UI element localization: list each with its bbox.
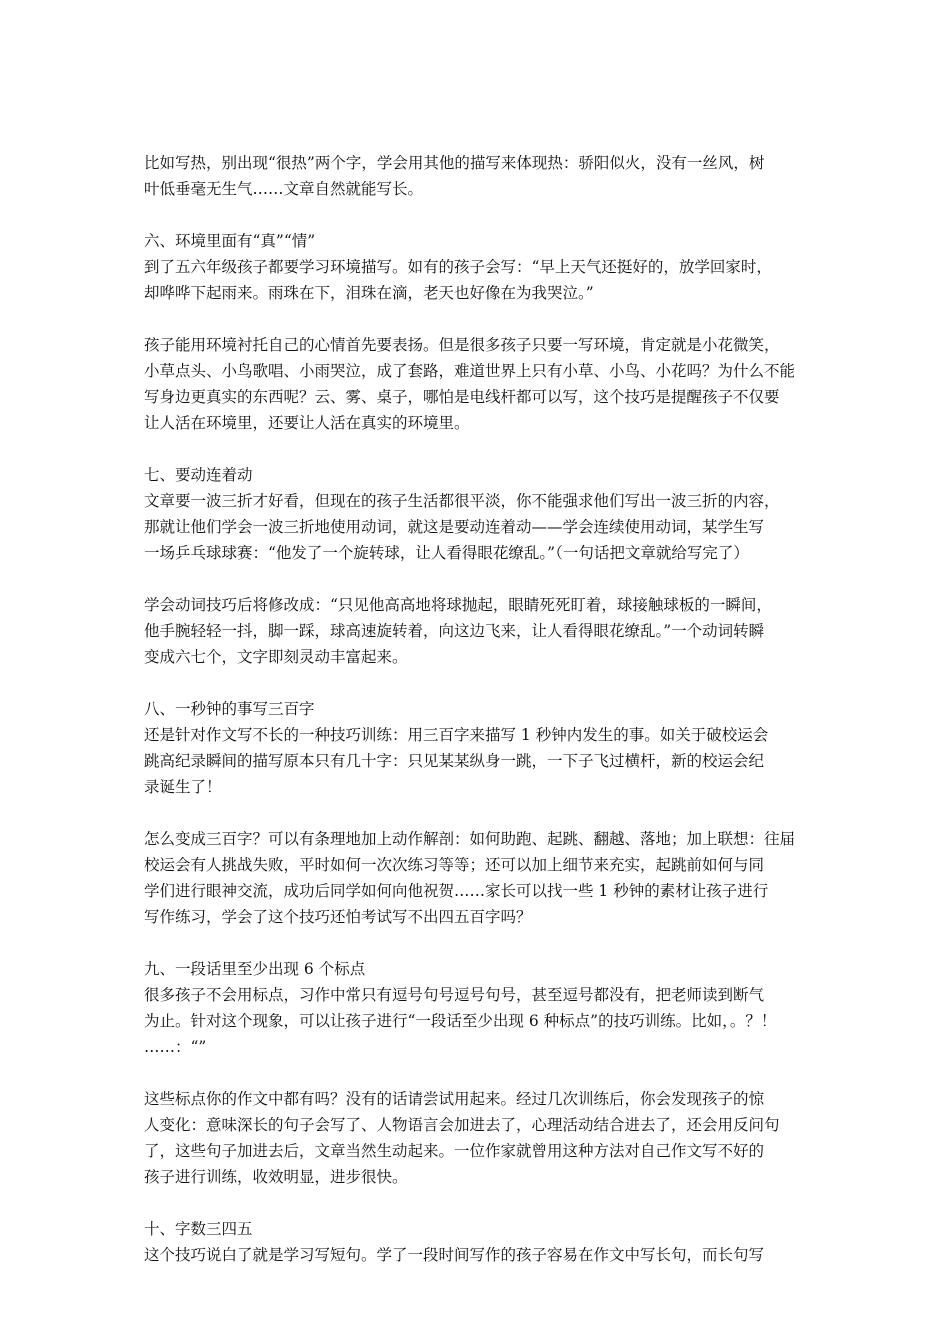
section-heading: 六、环境里面有“真”“情” (144, 232, 316, 250)
paragraph (144, 254, 816, 306)
paragraph-line: 还是针对作文写不长的一种技巧训练：用三百字来描写 1 秒钟内发生的事。如关于破校运会 (144, 726, 769, 744)
section-heading: 八、一秒钟的事写三百字 (144, 700, 315, 718)
paragraph-line: 他手腕轻轻一抖，脚一踩，球高速旋转着，向这边飞来，让人看得眼花缭乱。”一个动词转瞬 (144, 622, 765, 640)
paragraph-line: 这些标点你的作文中都有吗？没有的话请尝试用起来。经过几次训练后，你会发现孩子的惊 (144, 1090, 765, 1108)
paragraph-line: 却哗哗下起雨来。雨珠在下，泪珠在滴，老天也好像在为我哭泣。” (144, 284, 594, 302)
paragraph-line: 跳高纪录瞬间的描写原本只有几十字：只见某某纵身一跳，一下子飞过横杆，新的校运会纪 (144, 752, 765, 770)
paragraph-line: 怎么变成三百字？可以有条理地加上动作解剖：如何助跑、起跳、翻越、落地；加上联想：往届 (144, 830, 796, 848)
paragraph-line: 写作练习，学会了这个技巧还怕考试写不出四五百字吗？ (144, 908, 532, 926)
paragraph-line: 孩子能用环境衬托自己的心情首先要表扬。但是很多孩子只要一写环境，肯定就是小花微笑， (144, 336, 780, 354)
paragraph-line: 那就让他们学会一波三折地使用动词，就这是要动连着动——学会连续使用动词，某学生写 (144, 518, 765, 536)
paragraph-line: 小草点头、小鸟歌唱、小雨哭泣，成了套路，难道世界上只有小草、小鸟、小花吗？为什么不能 (144, 362, 796, 380)
section-heading: 九、一段话里至少出现 6 个标点 (144, 960, 366, 978)
paragraph (144, 332, 816, 436)
paragraph (144, 982, 816, 1060)
paragraph (144, 150, 816, 202)
paragraph-line: 变成六七个，文字即刻灵动丰富起来。 (144, 648, 408, 666)
paragraph-line: 人变化：意味深长的句子会写了、人物语言会加进去了，心理活动结合进去了，还会用反问句 (144, 1116, 780, 1134)
paragraph-line: 孩子进行训练，收效明显，进步很快。 (144, 1168, 408, 1186)
paragraph (144, 722, 816, 800)
paragraph (144, 488, 816, 566)
paragraph (144, 1086, 816, 1190)
paragraph-line: 为止。针对这个现象，可以让孩子进行“一段话至少出现 6 种标点”的技巧训练。比如，。？！ (144, 1012, 777, 1030)
paragraph-line: 学会动词技巧后将修改成：“只见他高高地将球抛起，眼睛死死盯着，球接触球板的一瞬间， (144, 596, 772, 614)
paragraph-line: 校运会有人挑战失败，平时如何一次次练习等等；还可以加上细节来充实，起跳前如何与同 (144, 856, 765, 874)
document-page (144, 150, 816, 1294)
paragraph-line: 很多孩子不会用标点，习作中常只有逗号句号逗号句号，甚至逗号都没有，把老师读到断气 (144, 986, 765, 1004)
paragraph-line: 叶低垂毫无生气……文章自然就能写长。 (144, 180, 424, 198)
paragraph-line: 写身边更真实的东西呢？云、雾、桌子，哪怕是电线杆都可以写，这个技巧是提醒孩子不仅要 (144, 388, 780, 406)
paragraph (144, 826, 816, 930)
section-heading: 七、要动连着动 (144, 466, 253, 484)
paragraph-line: ……：“” (144, 1038, 207, 1056)
paragraph (144, 1242, 816, 1268)
paragraph-line: 了，这些句子加进去后，文章当然生动起来。一位作家就曾用这种方法对自己作文写不好的 (144, 1142, 765, 1160)
paragraph-line: 这个技巧说白了就是学习写短句。学了一段时间写作的孩子容易在作文中写长句，而长句写 (144, 1246, 765, 1264)
paragraph-line: 文章要一波三折才好看，但现在的孩子生活都很平淡，你不能强求他们写出一波三折的内容， (144, 492, 780, 510)
paragraph-line: 比如写热，别出现“很热”两个字，学会用其他的描写来体现热：骄阳似火，没有一丝风，树 (144, 154, 765, 172)
paragraph (144, 592, 816, 670)
paragraph-line: 到了五六年级孩子都要学习环境描写。如有的孩子会写：“早上天气还挺好的，放学回家时， (144, 258, 772, 276)
section-heading: 十、字数三四五 (144, 1220, 253, 1238)
paragraph-line: 学们进行眼神交流，成功后同学如何向他祝贺……家长可以找一些 1 秒钟的素材让孩子进行 (144, 882, 769, 900)
paragraph-line: 让人活在环境里，还要让人活在真实的环境里。 (144, 414, 470, 432)
paragraph-line: 录诞生了！ (144, 778, 222, 796)
paragraph-line: 一场乒乓球球赛：“他发了一个旋转球，让人看得眼花缭乱。”（一句话把文章就给写完了） (144, 544, 749, 562)
